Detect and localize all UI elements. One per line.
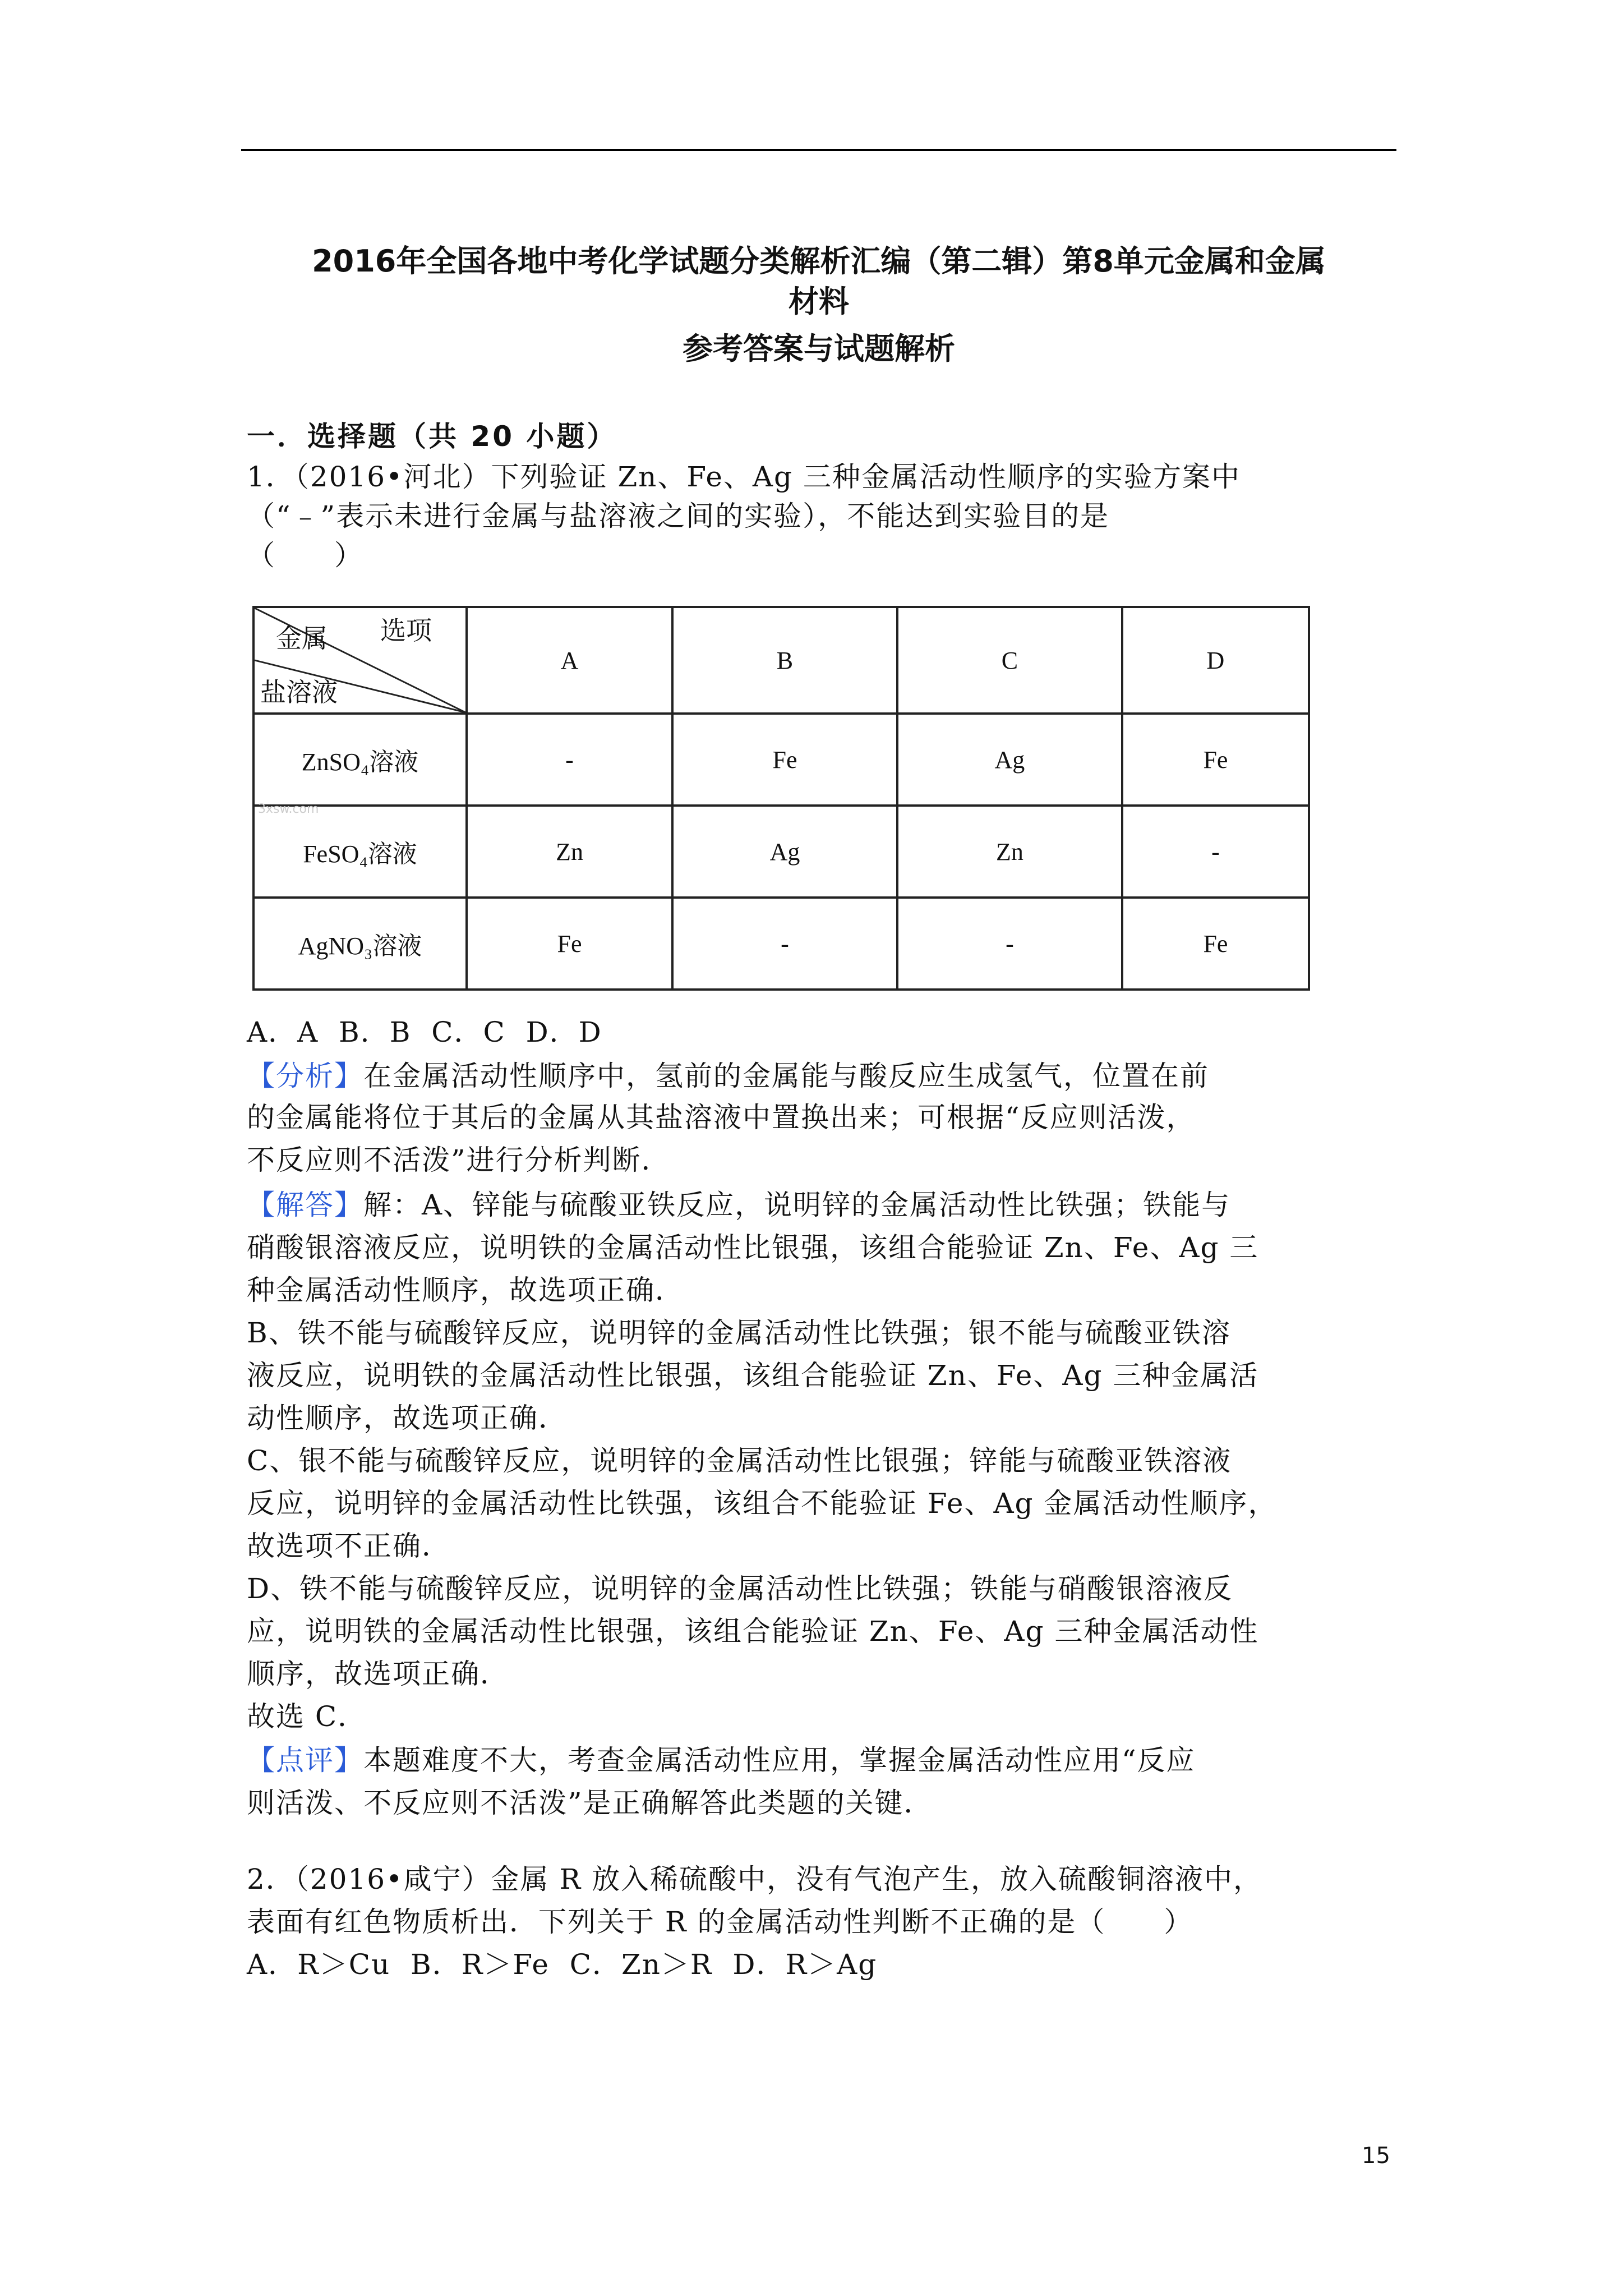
answer-line: 应，说明铁的金属活动性比银强，该组合能验证 Zn、Fe、Ag 三种金属活动性	[247, 1615, 1259, 1648]
table-cell: Fe	[1122, 714, 1309, 806]
table-cell: Zn	[897, 806, 1122, 898]
q2-options: A．R＞Cu B．R＞Fe C．Zn＞R D．R＞Ag	[247, 1948, 878, 1981]
column-header: B	[672, 607, 897, 714]
corner-salt-label: 盐溶液	[260, 678, 338, 707]
table-cell: Fe	[1122, 898, 1309, 990]
row-label: AgNO₃溶液	[253, 898, 467, 990]
table-cell: -	[467, 714, 672, 806]
header-rule	[241, 149, 1396, 151]
answer-line: 种金属活动性顺序，故选项正确．	[247, 1274, 684, 1306]
comment-line: 则活泼、不反应则不活泼”是正确解答此类题的关键．	[247, 1787, 933, 1819]
page-number: 15	[1362, 2143, 1390, 2169]
table-row	[253, 714, 1309, 806]
table-watermark: 3xsw.com	[258, 802, 319, 816]
section-heading: 一．选择题（共 20 小题）	[247, 420, 617, 453]
q1-stem-line: （ ）	[247, 539, 363, 572]
q1-experiment-table	[252, 606, 1310, 991]
page-title-line2: 材料	[789, 284, 849, 319]
analysis-line: 不反应则不活泼”进行分析判断．	[247, 1144, 671, 1176]
corner-metal-label: 金属	[276, 624, 328, 653]
q1-options: A．A B．B C．C D．D	[247, 1016, 602, 1048]
q1-stem-line: 1．（2016•河北）下列验证 Zn、Fe、Ag 三种金属活动性顺序的实验方案中	[247, 461, 1241, 493]
comment-tag: 【点评】	[247, 1744, 363, 1777]
answer-line: C、银不能与硫酸锌反应，说明锌的金属活动性比银强；锌能与硫酸亚铁溶液	[247, 1444, 1232, 1477]
analysis-tag: 【分析】	[247, 1060, 363, 1092]
q1-stem-line: （“﹣”表示未进行金属与盐溶液之间的实验），不能达到实验目的是	[247, 500, 1110, 532]
answer-line: 【解答】解：A、锌能与硫酸亚铁反应，说明锌的金属活动性比铁强；铁能与	[247, 1189, 1231, 1221]
q2-stem-line: 2．（2016•咸宁）金属 R 放入稀硫酸中，没有气泡产生，放入硫酸铜溶液中，	[247, 1863, 1262, 1895]
table-corner-cell	[253, 607, 467, 714]
answer-line: 液反应，说明铁的金属活动性比银强，该组合能验证 Zn、Fe、Ag 三种金属活	[247, 1359, 1259, 1392]
answer-line: 反应，说明锌的金属活动性比铁强，该组合不能验证 Fe、Ag 金属活动性顺序，	[247, 1487, 1278, 1520]
answer-line: 故选 C．	[247, 1700, 367, 1733]
table-row	[253, 898, 1309, 990]
comment-line: 【点评】本题难度不大，考查金属活动性应用，掌握金属活动性应用“反应	[247, 1744, 1196, 1777]
table-cell: -	[897, 898, 1122, 990]
row-label: FeSO₄溶液	[253, 806, 467, 898]
q2-stem-line: 表面有红色物质析出．下列关于 R 的金属活动性判断不正确的是（ ）	[247, 1906, 1193, 1938]
answer-line: B、铁不能与硫酸锌反应，说明锌的金属活动性比铁强；银不能与硫酸亚铁溶	[247, 1317, 1231, 1349]
table-cell: Zn	[467, 806, 672, 898]
column-header: A	[467, 607, 672, 714]
page-subtitle: 参考答案与试题解析	[683, 331, 955, 366]
table-cell: Ag	[897, 714, 1122, 806]
row-label: ZnSO₄溶液	[253, 714, 467, 806]
table-cell: -	[1122, 806, 1309, 898]
table-cell: -	[672, 898, 897, 990]
answer-line: 故选项不正确．	[247, 1530, 451, 1562]
answer-line: 顺序，故选项正确．	[247, 1658, 509, 1690]
answer-line: D、铁不能与硫酸锌反应，说明锌的金属活动性比铁强；铁能与硝酸银溶液反	[247, 1572, 1233, 1605]
page-title-line1: 2016年全国各地中考化学试题分类解析汇编（第二辑）第8单元金属和金属	[312, 243, 1326, 279]
answer-tag: 【解答】	[247, 1189, 363, 1221]
analysis-line: 的金属能将位于其后的金属从其盐溶液中置换出来；可根据“反应则活泼，	[247, 1101, 1196, 1134]
analysis-line: 【分析】在金属活动性顺序中，氢前的金属能与酸反应生成氢气，位置在前	[247, 1060, 1209, 1092]
column-header: D	[1122, 607, 1309, 714]
table-cell: Fe	[467, 898, 672, 990]
answer-line: 硝酸银溶液反应，说明铁的金属活动性比银强，该组合能验证 Zn、Fe、Ag 三	[247, 1231, 1259, 1264]
corner-option-label: 选项	[380, 616, 432, 645]
column-header: C	[897, 607, 1122, 714]
answer-line: 动性顺序，故选项正确．	[247, 1402, 568, 1434]
table-cell: Ag	[672, 806, 897, 898]
table-row	[253, 806, 1309, 898]
table-cell: Fe	[672, 714, 897, 806]
